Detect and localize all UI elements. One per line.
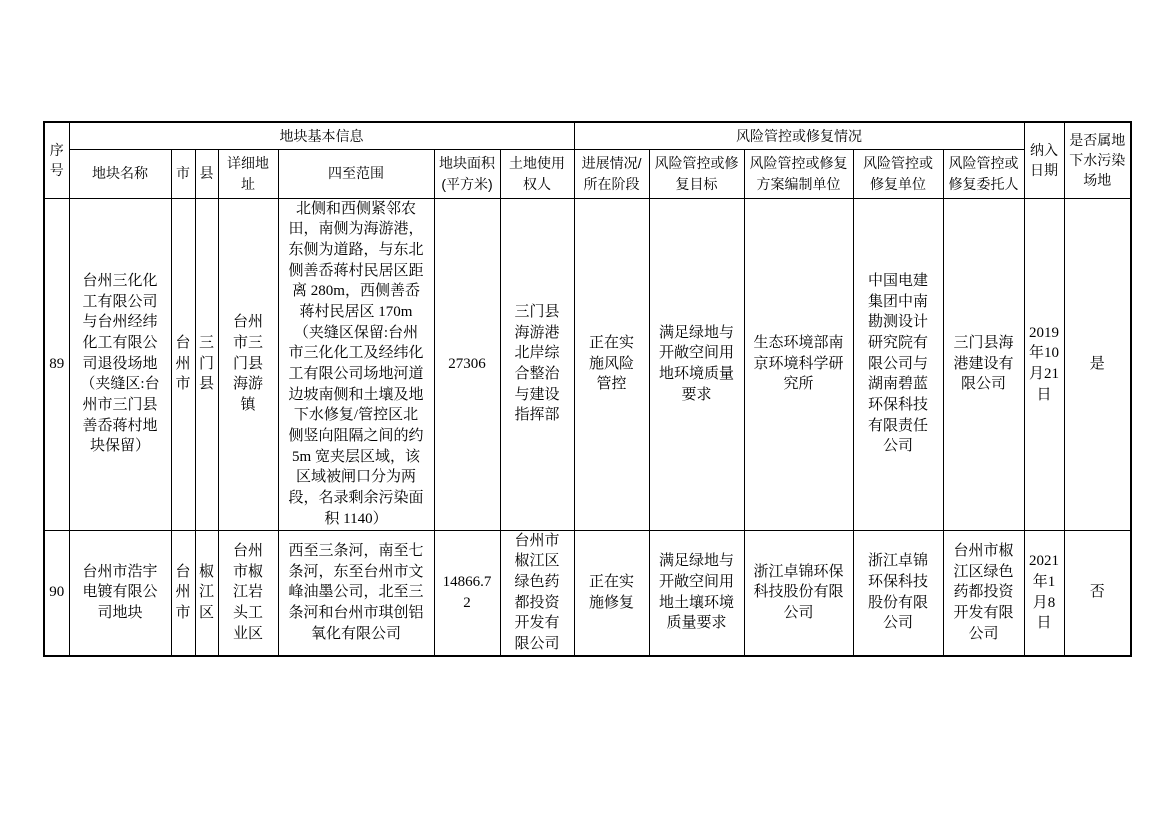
header-city: 市 <box>171 149 195 198</box>
header-plan-unit: 风险管控或修复方案编制单位 <box>744 149 853 198</box>
row-1-seq-cell: 90 <box>44 530 69 656</box>
header-land-user: 土地使用权人 <box>500 149 574 198</box>
row-1-county-cell: 椒江区 <box>195 530 218 656</box>
row-1-date-cell: 2021年1月8日 <box>1024 530 1064 656</box>
row-0-land-user-cell: 三门县海游港北岸综合整治与建设指挥部 <box>500 198 574 530</box>
header-goal: 风险管控或修复目标 <box>649 149 744 198</box>
header-county: 县 <box>195 149 218 198</box>
row-1-address-cell: 台州市椒江岩头工业区 <box>218 530 278 656</box>
row-0-goal-cell: 满足绿地与开敞空间用地环境质量要求 <box>649 198 744 530</box>
row-1-progress-cell: 正在实施修复 <box>574 530 649 656</box>
row-0-plan-unit-cell: 生态环境部南京环境科学研究所 <box>744 198 853 530</box>
header-basic-info-group: 地块基本信息 <box>69 122 574 149</box>
row-1-groundwater-cell: 否 <box>1064 530 1131 656</box>
header-area: 地块面积(平方米) <box>434 149 500 198</box>
row-0-city-cell: 台州市 <box>171 198 195 530</box>
row-0-area-cell: 27306 <box>434 198 500 530</box>
row-0-date-cell: 2019年10月21日 <box>1024 198 1064 530</box>
row-1-boundary-cell: 西至三条河，南至七条河，东至台州市文峰油墨公司，北至三条河和台州市琪创铝氧化有限公司 <box>278 530 434 656</box>
header-groundwater: 是否属地下水污染场地 <box>1064 122 1131 198</box>
row-0-client-cell: 三门县海港建设有限公司 <box>943 198 1024 530</box>
row-0-groundwater-cell: 是 <box>1064 198 1131 530</box>
row-1-land-user-cell: 台州市椒江区绿色药都投资开发有限公司 <box>500 530 574 656</box>
header-risk-group: 风险管控或修复情况 <box>574 122 1024 149</box>
row-0-address-cell: 台州市三门县海游镇 <box>218 198 278 530</box>
parcel-risk-table <box>43 121 1132 657</box>
row-1-name-cell: 台州市浩宇电镀有限公司地块 <box>69 530 171 656</box>
row-0-progress-cell: 正在实施风险管控 <box>574 198 649 530</box>
row-0-remediation-unit-cell: 中国电建集团中南勘测设计研究院有限公司与湖南碧蓝环保科技有限责任公司 <box>853 198 943 530</box>
row-1-remediation-unit-cell: 浙江卓锦环保科技股份有限公司 <box>853 530 943 656</box>
header-seq: 序号 <box>44 122 69 198</box>
table-row <box>44 198 1131 530</box>
row-0-name-cell: 台州三化化工有限公司与台州经纬化工有限公司退役场地（夹缝区:台州市三门县善岙蒋村地块保留） <box>69 198 171 530</box>
header-boundary: 四至范围 <box>278 149 434 198</box>
row-1-city-cell: 台州市 <box>171 530 195 656</box>
row-1-client-cell: 台州市椒江区绿色药都投资开发有限公司 <box>943 530 1024 656</box>
table-row <box>44 530 1131 656</box>
row-1-area-cell: 14866.72 <box>434 530 500 656</box>
row-0-county-cell: 三门县 <box>195 198 218 530</box>
header-address: 详细地址 <box>218 149 278 198</box>
row-0-seq-cell: 89 <box>44 198 69 530</box>
header-name: 地块名称 <box>69 149 171 198</box>
header-remediation-unit: 风险管控或修复单位 <box>853 149 943 198</box>
row-1-plan-unit-cell: 浙江卓锦环保科技股份有限公司 <box>744 530 853 656</box>
header-client: 风险管控或修复委托人 <box>943 149 1024 198</box>
row-0-boundary-cell: 北侧和西侧紧邻农田，南侧为海游港，东侧为道路，与东北侧善岙蒋村民居区距离 280m，西侧善岙蒋村民居区 170m（夹缝区保留:台州市三化化工及经纬化工有限公司场地河道边坡南侧和土壤及地下水修复/管控区北侧竖向阻隔之间的约 5m 宽夹层区域，该区域被闸口分为两段，名录剩余污染面积 1140） <box>278 198 434 530</box>
header-progress: 进展情况/所在阶段 <box>574 149 649 198</box>
row-1-goal-cell: 满足绿地与开敞空间用地土壤环境质量要求 <box>649 530 744 656</box>
header-date: 纳入日期 <box>1024 122 1064 198</box>
